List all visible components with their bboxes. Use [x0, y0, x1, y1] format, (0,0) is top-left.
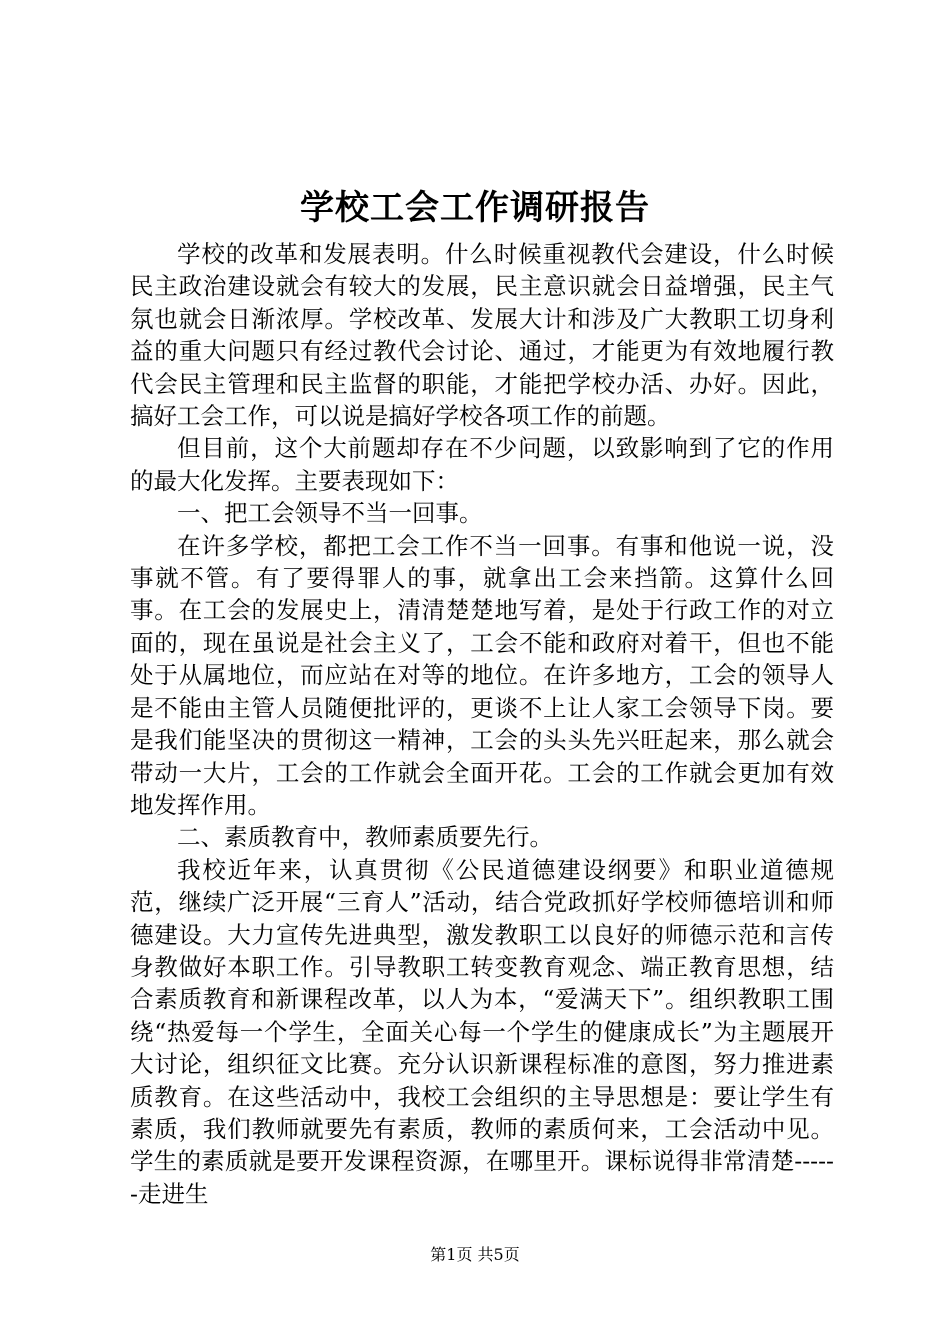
paragraph: 学校的改革和发展表明。什么时候重视教代会建设，什么时候民主政治建设就会有较大的发展，民主意识就会日益增强，民主气氛也就会日渐浓厚。学校改革、发展大计和涉及广大教职工切身利益的重大问题只有经过教代会讨论、通过，才能更为有效地履行教代会民主管理和民主监督的职能，才能把学校办活、办好。因此，搞好工会工作，可以说是搞好学校各项工作的前题。: [130, 240, 834, 431]
section-heading: 一、把工会领导不当一回事。: [177, 499, 483, 528]
paragraph: 在许多学校，都把工会工作不当一回事。有事和他说一说，没事就不管。有了要得罪人的事，就拿出工会来挡箭。这算什么回事。在工会的发展史上，清清楚楚地写着，是处于行政工作的对立面的，现在虽说是社会主义了，工会不能和政府对着干，但也不能处于从属地位，而应站在对等的地位。在许多地方，工会的领导人是不能由主管人员随便批评的，更谈不上让人家工会领导下岗。要是我们能坚决的贯彻这一精神，工会的头头先兴旺起来，那么就会带动一大片，工会的工作就会全面开花。工会的工作就会更加有效地发挥作用。: [130, 531, 834, 819]
paragraph: 我校近年来，认真贯彻《公民道德建设纲要》和职业道德规范，继续广泛开展“三育人”活动，结合党政抓好学校师德培训和师德建设。大力宣传先进典型，激发教职工以良好的师德示范和言传身教做好本职工作。引导教职工转变教育观念、端正教育思想，结合素质教育和新课程改革，以人为本，“爱满天下”。组织教职工围绕“热爱每一个学生，全面关心每一个学生的健康成长”为主题展开大讨论，组织征文比赛。充分认识新课程标准的意图，努力推进素质教育。在这些活动中，我校工会组织的主导思想是：要让学生有素质，我们教师就要先有素质，教师的素质何来，工会活动中见。学生的素质就是要开发课程资源，在哪里开。课标说得非常清楚------走进生: [130, 855, 834, 1208]
paragraph: 但目前，这个大前题却存在不少问题，以致影响到了它的作用的最大化发挥。主要表现如下：: [130, 434, 834, 495]
document-body: [130, 238, 834, 1210]
section-heading: 二、素质教育中，教师素质要先行。: [177, 823, 553, 852]
document-title: 学校工会工作调研报告: [300, 188, 650, 228]
page-number-footer: 第1页 共5页: [430, 1245, 520, 1264]
